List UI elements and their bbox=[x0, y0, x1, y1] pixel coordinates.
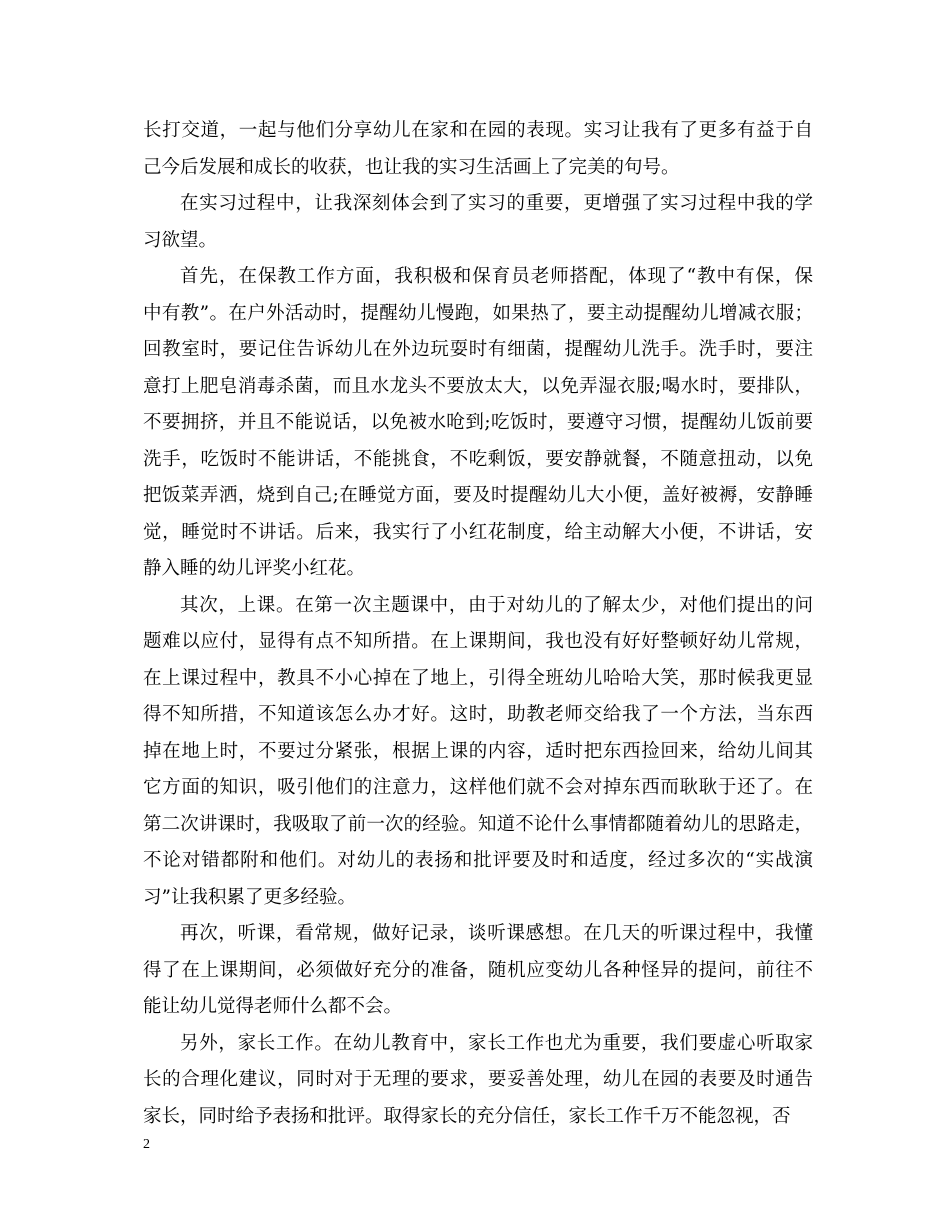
paragraph bbox=[143, 113, 813, 186]
text-line: 觉，睡觉时不讲话。后来，我实行了小红花制度，给主动解大小便，不讲话，安 bbox=[143, 521, 813, 543]
text-line: 在上课过程中，教具不小心掉在了地上，引得全班幼儿哈哈大笑，那时候我更显 bbox=[143, 667, 813, 689]
text-line: 得不知所措，不知道该怎么办才好。这时，助教老师交给我了一个方法，当东西 bbox=[143, 704, 813, 725]
text-line: 回教室时，要记住告诉幼儿在外边玩耍时有细菌，提醒幼儿洗手。洗手时，要注 bbox=[143, 339, 813, 360]
document-body bbox=[143, 113, 813, 1135]
text-line: 另外，家长工作。在幼儿教育中，家长工作也尤为重要，我们要虚心听取家 bbox=[180, 1032, 813, 1054]
text-line: 首先，在保教工作方面，我积极和保育员老师搭配，体现了“教中有保，保 bbox=[180, 266, 813, 287]
text-line: 己今后发展和成长的收获，也让我的实习生活画上了完美的句号。 bbox=[143, 156, 680, 178]
text-line: 再次，听课，看常规，做好记录，谈听课感想。在几天的听课过程中，我懂 bbox=[180, 923, 813, 944]
text-line: 其次，上课。在第一次主题课中，由于对幼儿的了解太少，对他们提出的问 bbox=[180, 594, 813, 616]
text-line: 把饭菜弄洒，烧到自己;在睡觉方面，要及时提醒幼儿大小便，盖好被褥，安静睡 bbox=[143, 485, 813, 506]
text-line: 题难以应付，显得有点不知所措。在上课期间，我也没有好好整顿好幼儿常规， bbox=[143, 631, 813, 652]
paragraph bbox=[143, 259, 813, 588]
text-line: 不论对错都附和他们。对幼儿的表扬和批评要及时和适度，经过多次的“实战演 bbox=[143, 850, 813, 871]
paragraph bbox=[143, 186, 813, 259]
text-line: 长的合理化建议，同时对于无理的要求，要妥善处理，幼儿在园的表要及时通告 bbox=[143, 1069, 813, 1090]
paragraph bbox=[143, 916, 813, 1026]
text-line: 洗手，吃饭时不能讲话，不能挑食，不吃剩饭，要安静就餐，不随意扭动，以免 bbox=[143, 448, 813, 470]
text-line: 能让幼儿觉得老师什么都不会。 bbox=[143, 996, 403, 1017]
paragraph bbox=[143, 1026, 813, 1136]
text-line: 静入睡的幼儿评奖小红花。 bbox=[143, 558, 366, 579]
page-number: 2 bbox=[143, 1137, 150, 1152]
text-line: 第二次讲课时，我吸取了前一次的经验。知道不论什么事情都随着幼儿的思路走， bbox=[143, 813, 813, 835]
text-line: 它方面的知识，吸引他们的注意力，这样他们就不会对掉东西而耿耿于还了。在 bbox=[143, 777, 813, 798]
text-line: 习欲望。 bbox=[143, 229, 218, 251]
text-line: 长打交道，一起与他们分享幼儿在家和在园的表现。实习让我有了更多有益于自 bbox=[143, 120, 813, 141]
text-line: 家长，同时给予表扬和批评。取得家长的充分信任，家长工作千万不能忽视，否 bbox=[143, 1105, 791, 1127]
text-line: 不要拥挤，并且不能说话，以免被水呛到;吃饭时，要遵守习惯，提醒幼儿饭前要 bbox=[143, 412, 813, 433]
text-line: 意打上肥皂消毒杀菌，而且水龙头不要放太大，以免弄湿衣服;喝水时，要排队， bbox=[143, 375, 813, 397]
text-line: 得了在上课期间，必须做好充分的准备，随机应变幼儿各种怪异的提问，前往不 bbox=[143, 959, 813, 981]
text-line: 掉在地上时，不要过分紧张，根据上课的内容，适时把东西捡回来，给幼儿间其 bbox=[143, 740, 813, 762]
text-line: 在实习过程中，让我深刻体会到了实习的重要，更增强了实习过程中我的学 bbox=[180, 193, 813, 214]
text-line: 习”让我积累了更多经验。 bbox=[143, 886, 356, 908]
paragraph bbox=[143, 588, 813, 917]
text-line: 中有教”。在户外活动时，提醒幼儿慢跑，如果热了，要主动提醒幼儿增减衣服； bbox=[143, 302, 813, 324]
